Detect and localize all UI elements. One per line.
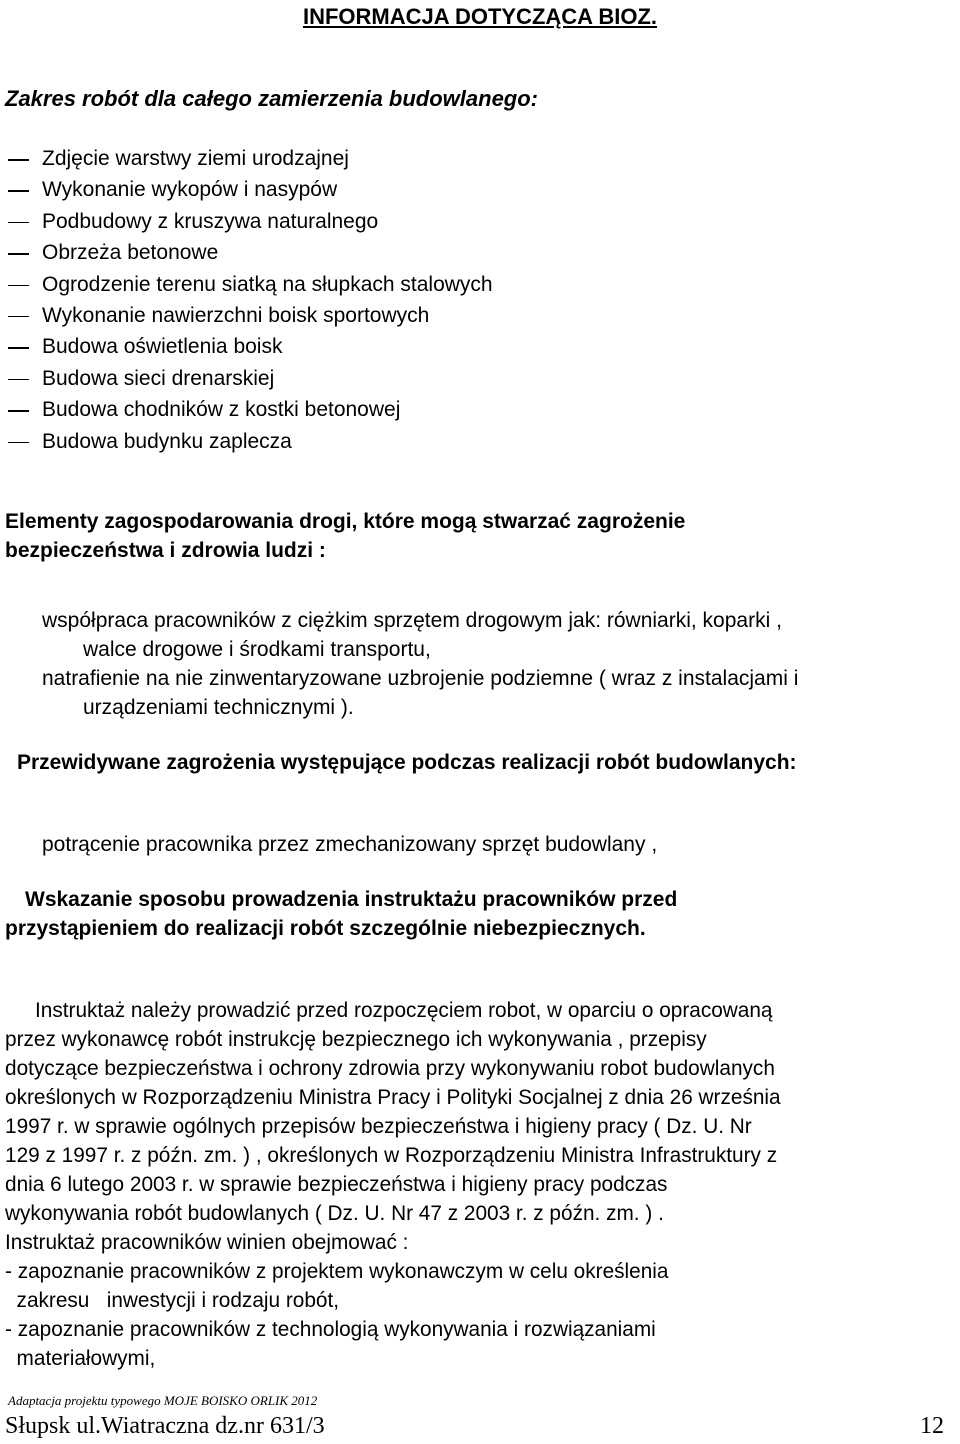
instruction-line: określonych w Rozporządzeniu Ministra Pracy i Polityki Socjalnej z dnia 26 września [5, 1086, 781, 1109]
list-item-text: Podbudowy z kruszywa naturalnego [42, 209, 379, 233]
list-item-text: Wykonanie wykopów i nasypów [42, 178, 338, 202]
hazard-elements-heading-line-2: bezpieczeństwa i zdrowia ludzi : [5, 539, 326, 562]
dash-bullet-icon [8, 222, 29, 224]
list-item-text: Ogrodzenie terenu siatką na słupkach stalowych [42, 272, 493, 296]
instruction-heading-line-2: przystąpieniem do realizacji robót szczególnie niebezpiecznych. [5, 917, 646, 940]
hazard-line: natrafienie na nie zinwentaryzowane uzbrojenie podziemne ( wraz z instalacjami i [42, 667, 799, 690]
expected-hazard-item: potrącenie pracownika przez zmechanizowany sprzęt budowlany , [42, 833, 658, 856]
instruction-line: - zapoznanie pracowników z projektem wykonawczym w celu określenia [5, 1260, 669, 1283]
page-number: 12 [920, 1413, 944, 1439]
hazard-elements-heading-line-1: Elementy zagospodarowania drogi, które mogą stwarzać zagrożenie [5, 510, 686, 533]
list-item-text: Wykonanie nawierzchni boisk sportowych [42, 303, 430, 327]
footer-note: Adaptacja projektu typowego MOJE BOISKO ORLIK 2012 [8, 1393, 318, 1408]
dash-bullet-icon [8, 316, 29, 318]
list-item-text: Budowa budynku zaplecza [42, 429, 292, 453]
list-item-text: Budowa chodników z kostki betonowej [42, 398, 401, 422]
scope-heading: Zakres robót dla całego zamierzenia budowlanego: [5, 86, 539, 111]
document-title: INFORMACJA DOTYCZĄCA BIOZ. [302, 4, 658, 29]
list-item-text: Budowa oświetlenia boisk [42, 335, 283, 359]
instruction-heading-line-1: Wskazanie sposobu prowadzenia instruktażu pracowników przed [25, 888, 678, 911]
hazard-line: walce drogowe i środkami transportu, [83, 638, 431, 661]
instruction-line: przez wykonawcę robót instrukcję bezpiecznego ich wykonywania , przepisy [5, 1028, 707, 1051]
instruction-line: materiałowymi, [5, 1347, 156, 1370]
dash-bullet-icon [8, 285, 29, 287]
expected-hazards-heading: Przewidywane zagrożenia występujące podczas realizacji robót budowlanych: [17, 751, 797, 774]
hazard-line: współpraca pracowników z ciężkim sprzętem drogowym jak: równiarki, koparki , [42, 609, 782, 632]
instruction-line: zakresu inwestycji i rodzaju robót, [5, 1289, 340, 1312]
dash-bullet-icon [8, 190, 29, 192]
instruction-line: Instruktaż pracowników winien obejmować : [5, 1231, 409, 1254]
instruction-line: 129 z 1997 r. z późn. zm. ) , określonych w Rozporządzeniu Ministra Infrastruktury z [5, 1144, 778, 1167]
dash-bullet-icon [8, 410, 29, 412]
instruction-line: dnia 6 lutego 2003 r. w sprawie bezpieczeństwa i higieny pracy podczas [5, 1173, 668, 1196]
dash-bullet-icon [8, 347, 29, 349]
instruction-line: Instruktaż należy prowadzić przed rozpoczęciem robot, w oparciu o opracowaną [35, 999, 773, 1022]
footer-address: Słupsk ul.Wiatraczna dz.nr 631/3 [5, 1413, 325, 1439]
instruction-line: dotyczące bezpieczeństwa i ochrony zdrowia przy wykonywaniu robot budowlanych [5, 1057, 775, 1080]
instruction-line: - zapoznanie pracowników z technologią wykonywania i rozwiązaniami [5, 1318, 656, 1341]
dash-bullet-icon [8, 442, 29, 444]
instruction-line: wykonywania robót budowlanych ( Dz. U. Nr 47 z 2003 r. z późn. zm. ) . [5, 1202, 664, 1225]
list-item-text: Zdjęcie warstwy ziemi urodzajnej [42, 147, 349, 170]
list-item-text: Budowa sieci drenarskiej [42, 366, 275, 390]
dash-bullet-icon [8, 253, 29, 255]
dash-bullet-icon [8, 159, 29, 161]
hazard-line: urządzeniami technicznymi ). [83, 696, 354, 719]
instruction-line: 1997 r. w sprawie ogólnych przepisów bezpieczeństwa i higieny pracy ( Dz. U. Nr [5, 1115, 752, 1138]
list-item-text: Obrzeża betonowe [42, 241, 219, 265]
dash-bullet-icon [8, 379, 29, 381]
